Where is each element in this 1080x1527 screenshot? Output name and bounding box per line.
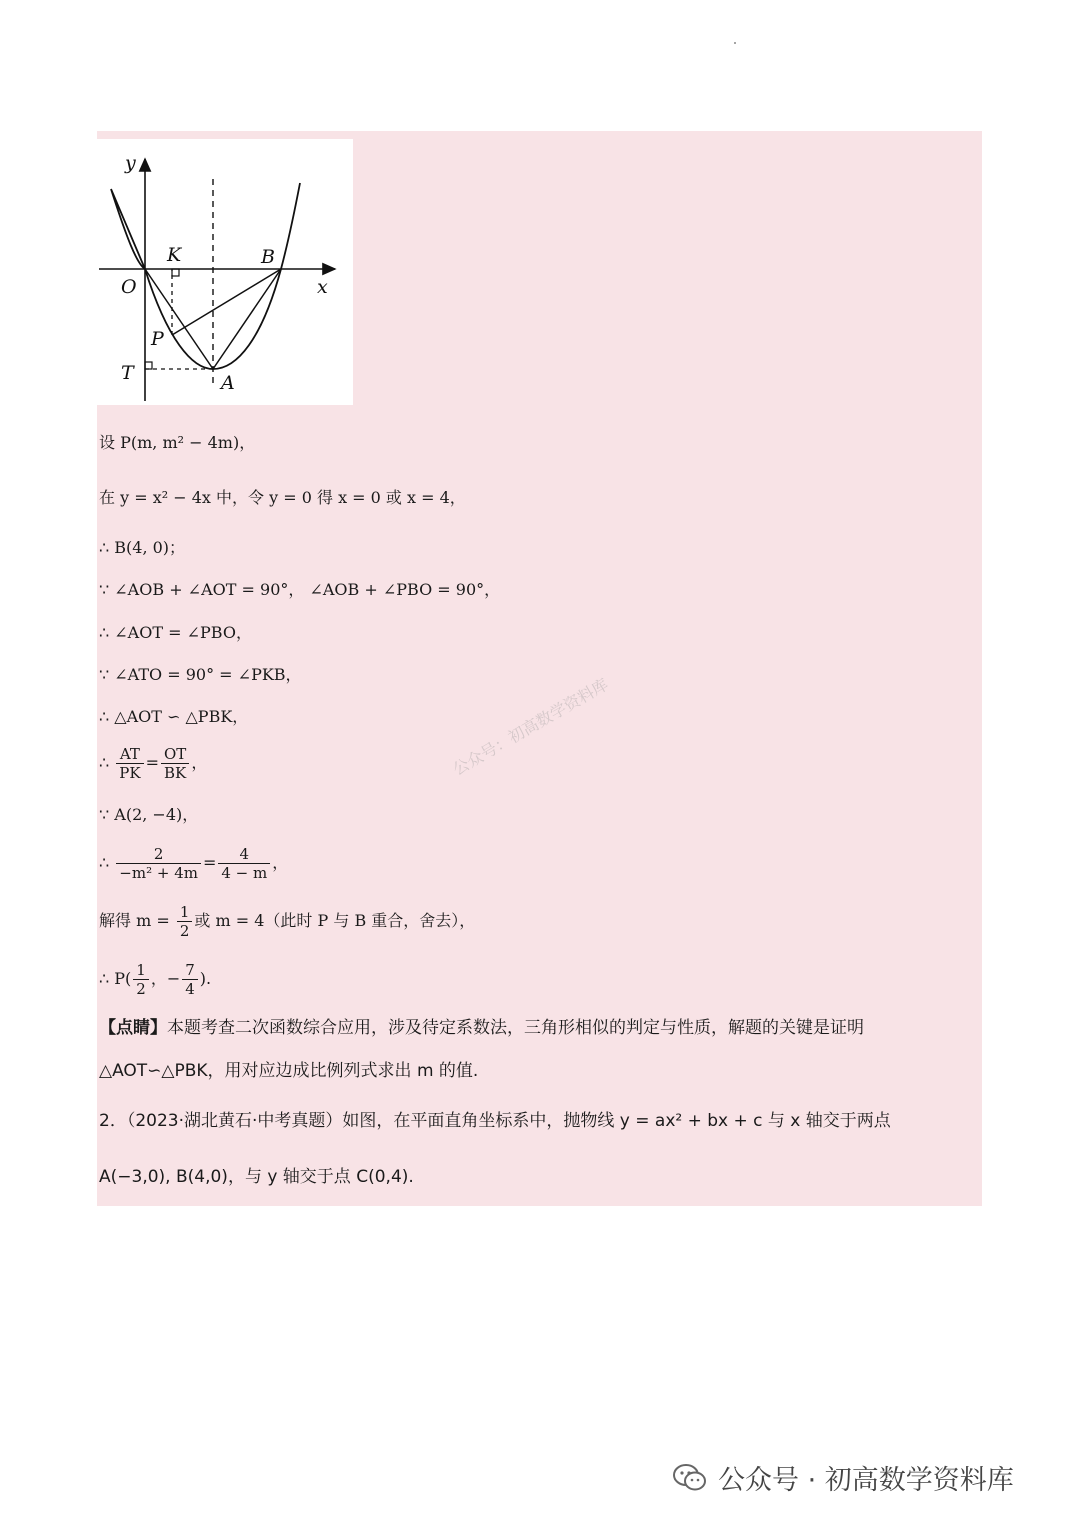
ratio-suffix: ， xyxy=(191,753,208,772)
label-A: A xyxy=(221,372,235,394)
fraction-y xyxy=(182,961,198,998)
denominator: 4 xyxy=(182,979,198,998)
fraction-right xyxy=(218,845,270,882)
fraction-AT-PK xyxy=(116,745,143,782)
commentary-text: 本题考查二次函数综合应用，涉及待定系数法，三角形相似的判定与性质，解题的关键是证明 xyxy=(167,1018,864,1038)
parabola-figure xyxy=(97,139,353,405)
right-angle-K xyxy=(172,269,179,276)
line-ratio xyxy=(99,745,207,782)
denominator: 2 xyxy=(177,921,193,940)
line-right-angles: ∵ ∠ATO = 90° = ∠PKB， xyxy=(99,665,302,684)
fraction-x xyxy=(133,961,149,998)
fraction-half xyxy=(177,903,193,940)
denominator: −m² + 4m xyxy=(116,863,201,882)
label-O: O xyxy=(121,276,137,298)
line-point-P-result xyxy=(99,961,211,998)
problem2-line1: 2．（2023·湖北黄石·中考真题）如图，在平面直角坐标系中，抛物线 y = ax² + bx + c 与 x 轴交于两点 xyxy=(99,1111,891,1131)
label-x: x xyxy=(317,276,328,298)
fraction-left xyxy=(116,845,201,882)
coordinate-diagram xyxy=(97,139,353,405)
line-set-P: 设 P(m, m² − 4m)， xyxy=(99,433,256,452)
segment-OA xyxy=(145,269,213,369)
fraction-OT-BK xyxy=(161,745,189,782)
scan-dot xyxy=(734,42,736,44)
equation-prefix: ∴ xyxy=(99,853,110,872)
ratio-prefix: ∴ xyxy=(99,753,110,772)
label-T: T xyxy=(121,362,134,384)
line-angles-sum: ∵ ∠AOB + ∠AOT = 90°， ∠AOB + ∠PBO = 90°， xyxy=(99,580,501,599)
equation-suffix: ， xyxy=(272,853,289,872)
result-suffix: ). xyxy=(199,969,212,988)
commentary xyxy=(99,1017,969,1039)
line-solution-m xyxy=(99,903,475,940)
commentary-line2: △AOT∽△PBK，用对应边成比例列式求出 m 的值. xyxy=(99,1061,479,1081)
segment-AB xyxy=(213,269,281,369)
line-angle-equal: ∴ ∠AOT = ∠PBO， xyxy=(99,623,252,642)
denominator: 2 xyxy=(133,979,149,998)
solution-panel xyxy=(97,131,982,1206)
line-equation xyxy=(99,845,288,882)
footer-text: 公众号 · 初高数学资料库 xyxy=(718,1465,1014,1496)
numerator: 1 xyxy=(136,961,146,979)
label-y: y xyxy=(125,152,136,174)
label-B: B xyxy=(261,246,275,268)
line-similar-triangles: ∴ △AOT ∽ △PBK， xyxy=(99,707,249,726)
solution-suffix: 或 m = 4（此时 P 与 B 重合，舍去）， xyxy=(194,911,476,930)
numerator: 1 xyxy=(179,903,190,921)
footer-brand xyxy=(672,1458,1014,1497)
denominator: BK xyxy=(161,763,189,782)
solution-prefix: 解得 m = xyxy=(99,911,170,930)
segment-PB xyxy=(172,269,281,335)
numerator: 2 xyxy=(153,845,164,863)
equals-sign: = xyxy=(202,853,217,872)
label-P: P xyxy=(151,328,164,350)
label-K: K xyxy=(167,244,182,266)
line-point-A: ∵ A(2, −4)， xyxy=(99,805,199,824)
result-mid: ，− xyxy=(150,969,181,988)
denominator: PK xyxy=(116,763,143,782)
right-angle-T xyxy=(145,362,152,369)
equals-sign: = xyxy=(145,753,159,772)
line-point-B: ∴ B(4, 0)； xyxy=(99,538,186,557)
numerator: 4 xyxy=(239,845,250,863)
problem2-line2: A(−3,0), B(4,0)，与 y 轴交于点 C(0,4). xyxy=(99,1167,414,1187)
numerator: OT xyxy=(164,745,187,763)
denominator: 4 − m xyxy=(218,863,270,882)
watermark-text: 公众号：初高数学资料库 xyxy=(449,674,612,780)
commentary-label: 【点睛】 xyxy=(99,1018,167,1038)
result-prefix: ∴ P( xyxy=(99,969,132,988)
wechat-icon xyxy=(672,1463,708,1493)
line-parabola-roots: 在 y = x² − 4x 中，令 y = 0 得 x = 0 或 x = 4， xyxy=(99,488,466,507)
numerator: AT xyxy=(119,745,140,763)
numerator: 7 xyxy=(185,961,195,979)
parabola-curve xyxy=(111,183,300,369)
